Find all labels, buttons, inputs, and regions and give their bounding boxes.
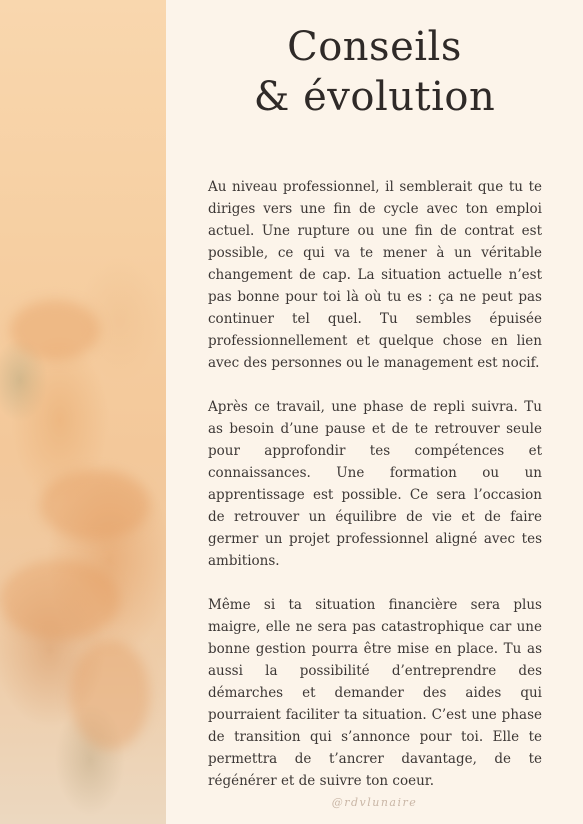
signature-handle: @rdvlunaire [331,796,418,809]
title-line-1: Conseils [287,24,462,70]
title-line-2: & évolution [253,74,496,120]
paragraph-1: Au niveau professionnel, il semblerait que tu te diriges vers une fin de cycle avec ton emploi actuel. Une rupture ou une fin de contrat est possible, ce qui va te mener à un véritable changement de cap. La situation actuelle n’est pas bonne pour toi là où tu es : ça ne peut pas continuer tel quel. Tu sembles épuisée professionnellement et quelque chose en lien avec des personnes ou le management est nocif. [208,179,542,371]
flower-photo [0,0,166,824]
body-text [208,176,542,814]
page-title [166,22,583,122]
paragraph-3: Même si ta situation financière sera plus maigre, elle ne sera pas catastrophique car une bonne gestion pourra être mise en place. Tu as aussi la possibilité d’entreprendre des démarches et demander des aides qui pourraient faciliter ta situation. C’est une phase de transition qui s’annonce pour toi. Elle te permettra de t’ancrer davantage, de te régénérer et de suivre ton coeur. [208,597,542,789]
paragraph-2: Après ce travail, une phase de repli suivra. Tu as besoin d’une pause et de te retrouver seule pour approfondir tes compétences et connaissances. Une formation ou un apprentissage est possible. Ce sera l’occasion de retrouver un équilibre de vie et de faire germer un projet professionnel aligné avec tes ambitions. [208,399,542,569]
